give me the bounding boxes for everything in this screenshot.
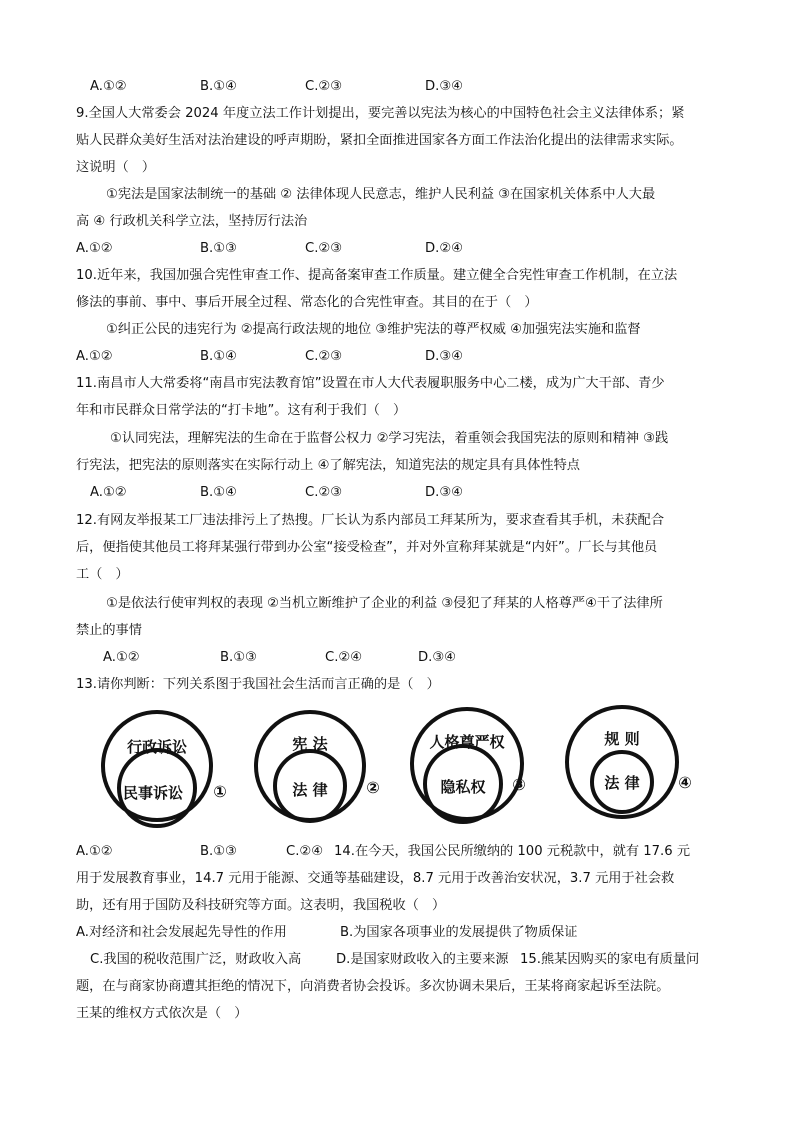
diagram-4 [567,707,692,817]
diagram-2-outer-label: 宪 法 [292,735,328,753]
q15-stem-line-1: 15.熊某因购买的家电有质量问 [520,952,700,967]
diagram-1 [103,712,227,826]
q9-option-a: A.①② [76,241,113,256]
q12-statements-line-2: 禁止的事情 [76,623,142,638]
q11-option-a: A.①② [90,485,127,500]
q10-statements-line-1: ①纠正公民的违宪行为 ②提高行政法规的地位 ③维护宪法的尊严权威 ④加强宪法实施和监督 [106,322,641,337]
diagram-1-inner-label: 民事诉讼 [122,784,184,802]
q8-option-c: C.②③ [305,79,343,94]
diagram-1-outer-label: 行政诉讼 [126,738,188,756]
q13-option-a: A.①② [76,844,113,859]
q10-option-b: B.①④ [200,349,237,364]
q15-stem-line-3: 王某的维权方式依次是（ ） [76,1006,248,1021]
q9-stem-line-1: 9.全国人大常委会 2024 年度立法工作计划提出，要完善以宪法为核心的中国特色社会主义法律体系；紧 [76,106,685,121]
q11-statements-line-1: ①认同宪法，理解宪法的生命在于监督公权力 ②学习宪法，着重领会我国宪法的原则和精神 ③践 [110,431,669,446]
q11-option-d: D.③④ [425,485,463,500]
q10-stem-line-2: 修法的事前、事中、事后开展全过程、常态化的合宪性审查。其目的在于（ ） [76,295,538,310]
q10-stem-line-1: 10.近年来，我国加强合宪性审查工作、提高备案审查工作质量。建立健全合宪性审查工作机制，在立法 [76,268,678,283]
q12-stem-line-3: 工（ ） [76,567,129,582]
q9-statements-line-1: ①宪法是国家法制统一的基础 ② 法律体现人民意志，维护人民利益 ③在国家机关体系中人大最 [106,187,656,202]
q11-statements-line-2: 行宪法，把宪法的原则落实在实际行动上 ④了解宪法，知道宪法的规定具有具体性特点 [76,458,580,473]
q14-stem-line-3: 助，还有用于国防及科技研究等方面。这表明，我国税收（ ） [76,898,446,913]
q9-option-c: C.②③ [305,241,343,256]
diagram-2-number: ② [366,778,380,797]
diagram-4-number: ④ [678,773,692,792]
q13-relation-diagrams [95,704,735,834]
q8-option-d: D.③④ [425,79,463,94]
q12-stem-line-1: 12.有网友举报某工厂违法排污上了热搜。厂长认为系内部员工拜某所为，要求查看其手机，未获配合 [76,513,665,528]
q9-stem-line-3: 这说明（ ） [76,160,156,175]
q12-option-a: A.①② [103,650,140,665]
diagram-1-number: ① [213,782,227,801]
q9-option-b: B.①③ [200,241,237,256]
q12-stem-line-2: 后，便指使其他员工将拜某强行带到办公室“接受检查”，并对外宣称拜某就是“内奸”。厂长与其他员 [76,540,658,555]
q13-option-c: C.②④ [286,844,324,859]
q8-option-a: A.①② [90,79,127,94]
q12-option-d: D.③④ [418,650,456,665]
q14-stem-line-2: 用于发展教育事业，14.7 元用于能源、交通等基础建设，8.7 元用于改善治安状况，3.7 元用于社会救 [76,871,675,886]
diagram-4-inner-label: 法 律 [604,774,640,792]
diagram-2-inner-label: 法 律 [292,781,328,799]
q10-option-a: A.①② [76,349,113,364]
q11-option-c: C.②③ [305,485,343,500]
q15-stem-line-2: 题，在与商家协商遭其拒绝的情况下，向消费者协会投诉。多次协调未果后，王某将商家起诉至法院。 [76,979,670,994]
q9-option-d: D.②④ [425,241,463,256]
q12-option-b: B.①③ [220,650,257,665]
q14-stem-line-1: 14.在今天，我国公民所缴纳的 100 元税款中，就有 17.6 元 [334,844,691,859]
q13-option-b: B.①③ [200,844,237,859]
q14-option-d: D.是国家财政收入的主要来源 [336,952,509,967]
q13-stem: 13.请你判断：下列关系图于我国社会生活而言正确的是（ ） [76,677,440,692]
diagram-4-outer-label: 规 则 [604,730,640,748]
diagram-3-inner-label: 隐私权 [440,778,486,796]
q12-statements-line-1: ①是依法行使审判权的表现 ②当机立断维护了企业的利益 ③侵犯了拜某的人格尊严④干了法律所 [106,596,663,611]
diagram-3 [412,709,526,822]
q12-option-c: C.②④ [325,650,363,665]
q14-option-b: B.为国家各项事业的发展提供了物质保证 [340,925,578,940]
diagram-3-number: ③ [512,775,526,794]
q11-stem-line-1: 11.南昌市人大常委将“南昌市宪法教育馆”设置在市人大代表履职服务中心二楼，成为广大干部、青少 [76,376,665,391]
q10-option-c: C.②③ [305,349,343,364]
q14-option-a: A.对经济和社会发展起先导性的作用 [76,925,287,940]
q10-option-d: D.③④ [425,349,463,364]
diagram-3-outer-label: 人格尊严权 [429,733,505,751]
q9-stem-line-2: 贴人民群众美好生活对法治建设的呼声期盼，紧扣全面推进国家各方面工作法治化提出的法律需求实际。 [76,133,683,148]
q11-stem-line-2: 年和市民群众日常学法的“打卡地”。这有利于我们（ ） [76,403,407,418]
q11-option-b: B.①④ [200,485,237,500]
diagram-2 [256,712,380,821]
q9-statements-line-2: 高 ④ 行政机关科学立法，坚持厉行法治 [76,214,308,229]
q14-option-c: C.我国的税收范围广泛，财政收入高 [90,952,302,967]
q8-option-b: B.①④ [200,79,237,94]
